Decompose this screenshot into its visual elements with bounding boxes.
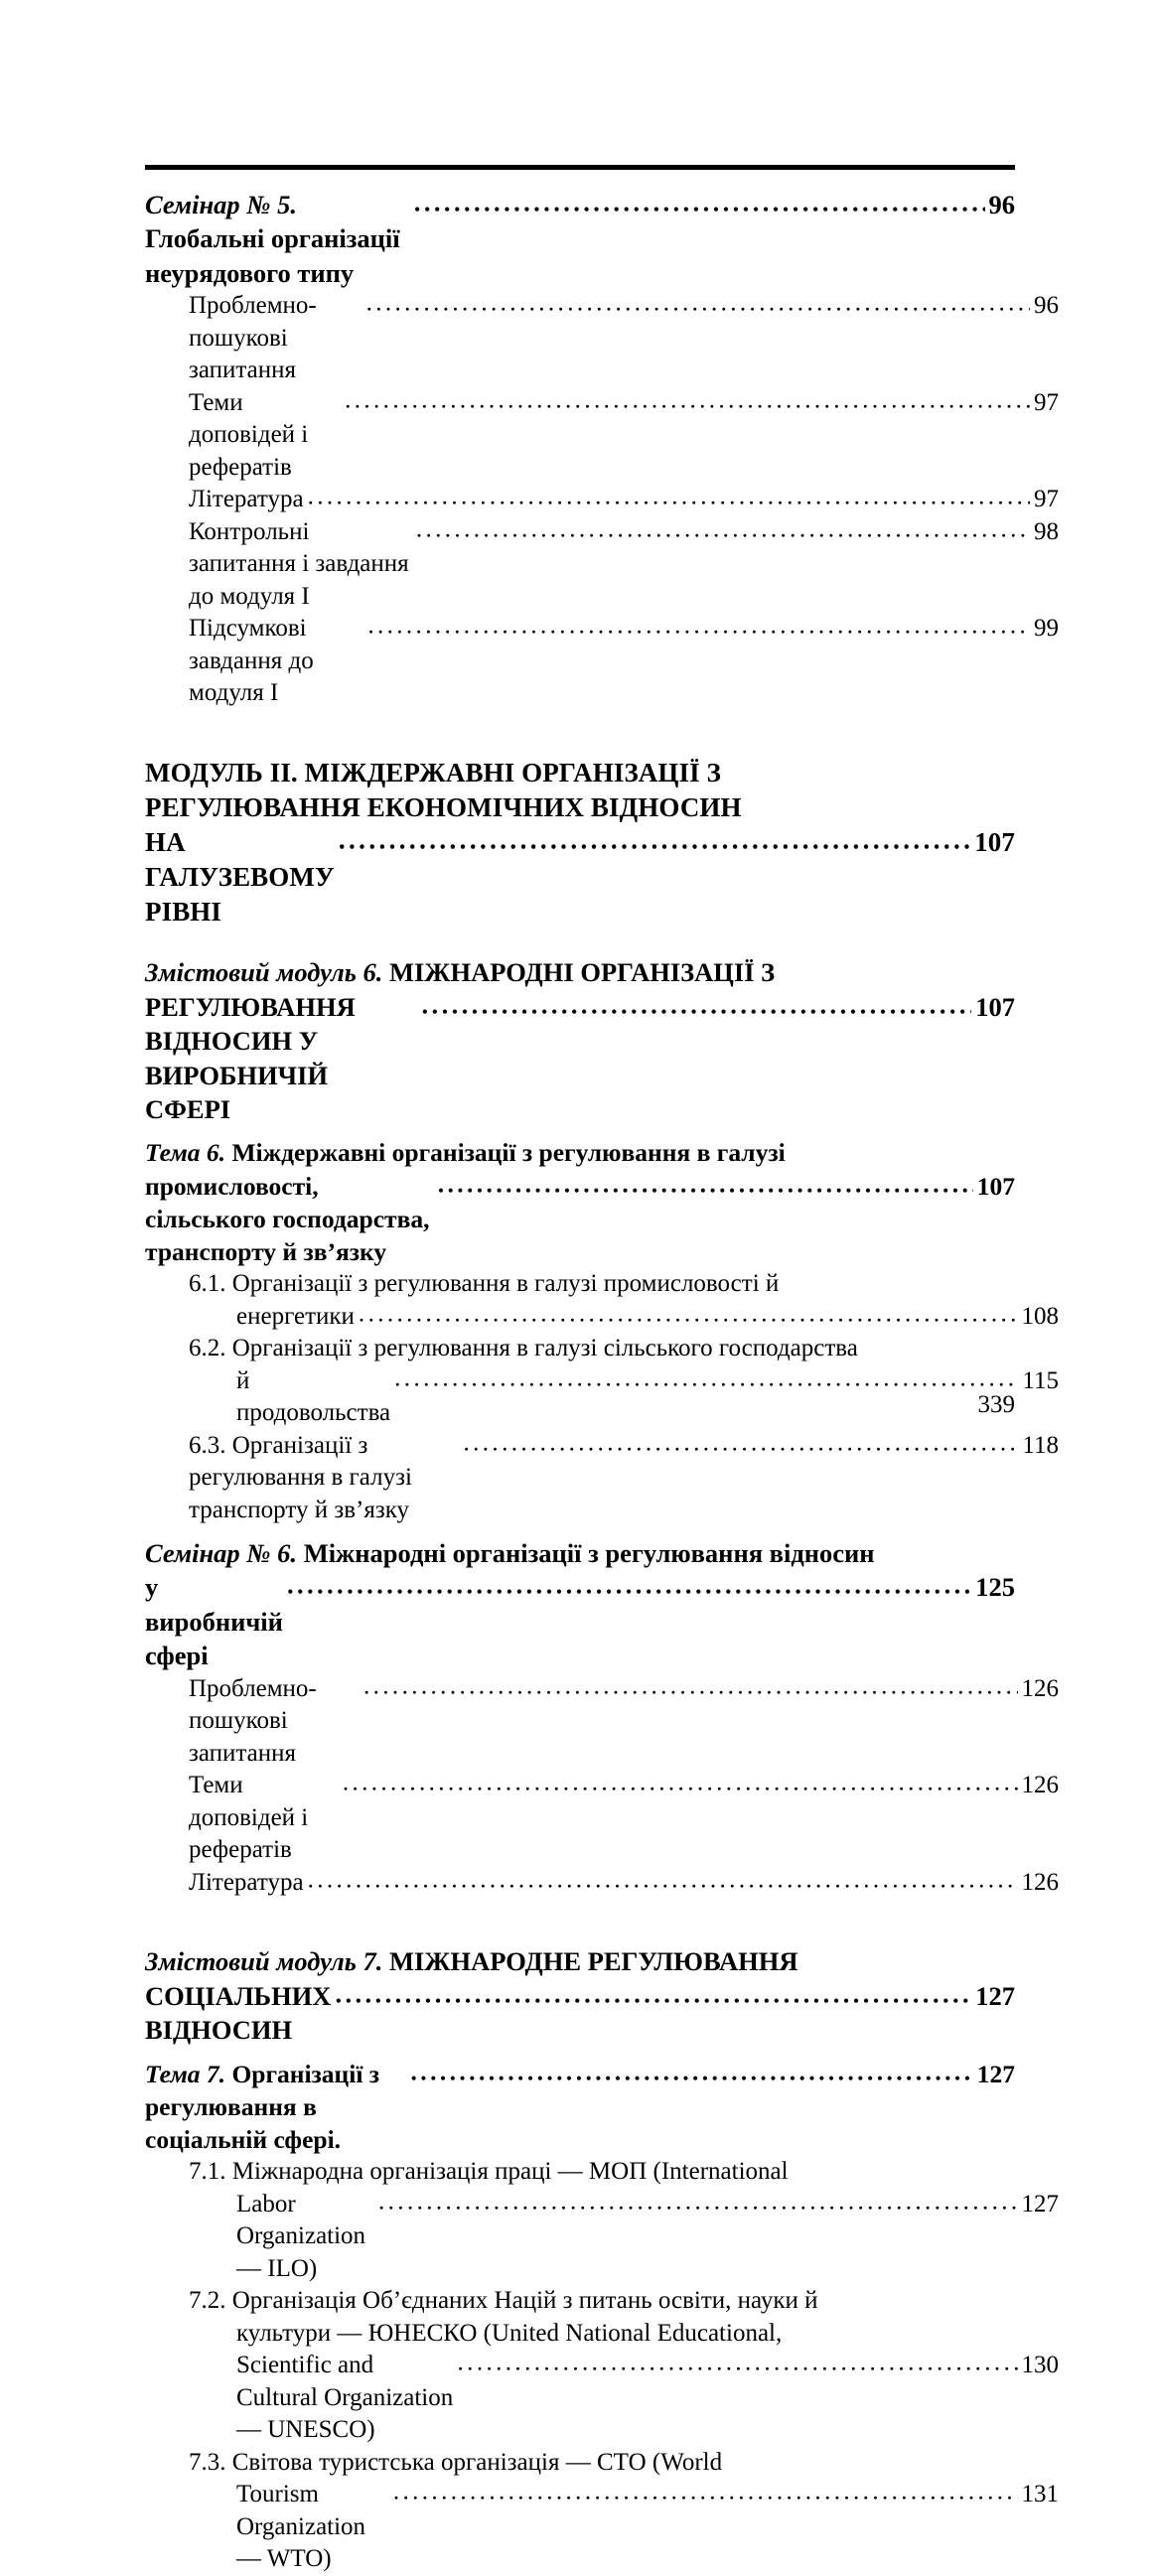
toc-entry-module-2-line3[interactable] (145, 825, 1015, 930)
toc-entry-sec-6-1-line2[interactable] (145, 1301, 1059, 1334)
toc-content (145, 165, 1059, 2576)
toc-entry-title: Контрольні запитання і завдання до модуля I (189, 517, 415, 610)
toc-entry-title: 6.2. Організації з регулювання в галузі сільського господарства (189, 1335, 858, 1362)
dot-leader (308, 482, 1030, 514)
dot-leader (363, 1670, 1018, 1703)
toc-entry-title: 7.3. Світова туристська організація — СТО (World (189, 2448, 723, 2476)
dot-leader (378, 2186, 1018, 2218)
toc-entry-title: Labor Organization — ILO) (236, 2190, 372, 2282)
dot-leader (308, 1864, 1018, 1897)
toc-entry-title: НА ГАЛУЗЕВОМУ РІВНІ (145, 827, 342, 928)
page-number: 108 (1021, 1302, 1059, 1330)
page-number: 107 (975, 991, 1015, 1022)
toc-entry-zm-7-line1[interactable] (145, 1944, 1015, 1978)
toc-entry-module-2-line1[interactable] (145, 756, 1015, 790)
toc-entry-title: РЕГУЛЮВАННЯ ЕКОНОМІЧНИХ ВІДНОСИН (145, 791, 742, 822)
toc-entry-sec-7-1-line2[interactable] (145, 2189, 1059, 2286)
toc-entry-seminar-6-questions[interactable] (145, 1673, 1059, 1771)
toc-entry-title: РЕГУЛЮВАННЯ ВІДНОСИН У ВИРОБНИЧІЙ СФЕРІ (145, 991, 362, 1125)
dot-leader (422, 987, 972, 1021)
toc-entry-sec-7-3-line1[interactable] (145, 2447, 1059, 2480)
dot-leader (367, 611, 1030, 644)
toc-entry-title: Міждержавні організації з регулювання в галузі (225, 1138, 786, 1168)
page-number: 130 (1021, 2352, 1059, 2379)
page-number: 126 (1021, 1772, 1059, 1799)
toc-entry-sec-6-2-line1[interactable] (145, 1333, 1059, 1365)
toc-entry-sec-6-1-line1[interactable] (145, 1268, 1059, 1301)
toc-entry-title: Проблемно-пошукові запитання (189, 292, 317, 384)
toc-entry-lead: Змістовий модуль 6. (145, 957, 383, 988)
dot-leader (416, 513, 1030, 546)
toc-entry-tema-6-line1[interactable] (145, 1136, 1015, 1169)
toc-entry-tema-6-line2[interactable] (145, 1170, 1015, 1268)
toc-entry-seminar-5-literature[interactable] (145, 484, 1059, 516)
toc-entry-seminar-6-literature[interactable] (145, 1867, 1059, 1900)
toc-entry-sec-7-2-line2[interactable] (145, 2318, 1059, 2351)
dot-leader (345, 384, 1030, 417)
toc-entry-seminar-6-reports[interactable] (145, 1770, 1059, 1867)
toc-entry-lead: Семінар № 6. (145, 1538, 298, 1569)
toc-entry-seminar-6-line1[interactable] (145, 1536, 1015, 1570)
toc-entry-title: у виробничій сфері (145, 1572, 290, 1671)
toc-entry-sec-7-3-line2[interactable] (145, 2479, 1059, 2576)
page-number: 99 (1034, 615, 1059, 643)
page-number: 127 (975, 1980, 1015, 2011)
page-number: 97 (1034, 486, 1059, 513)
dot-leader (458, 2348, 1018, 2380)
toc-entry-seminar-6-line2[interactable] (145, 1570, 1015, 1672)
toc-entry-title: промисловості, сільського господарства, транспорту й зв’язку (145, 1171, 436, 1266)
page-number: 126 (1021, 1868, 1059, 1896)
toc-entry-seminar-5-reports[interactable] (145, 387, 1059, 485)
toc-entry-zm-6-line2[interactable] (145, 990, 1015, 1127)
dot-leader (366, 288, 1030, 321)
toc-entry-seminar-5[interactable] (145, 188, 1015, 290)
page-number: 127 (1021, 2190, 1059, 2218)
toc-entry-title: СОЦІАЛЬНИХ ВІДНОСИН (145, 1980, 339, 2046)
toc-entry-title: Теми доповідей і рефератів (189, 388, 315, 481)
toc-entry-title: 7.1. Міжнародна організація праці — МОП (International (189, 2158, 789, 2186)
page-number: 118 (1022, 1431, 1059, 1459)
toc-entry-sec-6-3[interactable] (145, 1430, 1059, 1527)
spacer (145, 1899, 1015, 1944)
toc-entry-seminar-5-questions[interactable] (145, 290, 1059, 387)
toc-entry-module-1-control[interactable] (145, 516, 1059, 614)
toc-entry-title: Scientific and Cultural Organization — UNESCO) (236, 2352, 460, 2444)
toc-entry-title: Організації з регулювання в соціальній сфері. (145, 2059, 386, 2154)
spacer (145, 710, 1015, 756)
toc-entry-zm-6-line1[interactable] (145, 955, 1015, 989)
toc-entry-title: 6.1. Організації з регулювання в галузі промисловості й (189, 1270, 780, 1298)
toc-entry-title: Міжнародні організації з регулювання відносин (297, 1538, 875, 1569)
toc-entry-title: МІЖНАРОДНЕ РЕГУЛЮВАННЯ (382, 1946, 798, 1977)
dot-leader (335, 1976, 971, 2010)
spacer (145, 930, 1015, 955)
toc-entry-title: Підсумкові завдання до модуля I (189, 615, 320, 707)
dot-leader (343, 1768, 1018, 1800)
toc-entry-title: Література (189, 1868, 304, 1896)
toc-entry-zm-7-line2[interactable] (145, 1979, 1015, 2048)
toc-entry-title: Література (189, 486, 304, 513)
toc-entry-title: Глобальні організації неурядового типу (145, 190, 407, 288)
page-folio: 339 (977, 1391, 1015, 1418)
toc-entry-sec-7-2-line3[interactable] (145, 2350, 1059, 2447)
page-number: 127 (976, 2059, 1015, 2088)
toc-entry-lead: Семінар № 5. (145, 190, 298, 219)
toc-entry-title: Tourism Organization — WTO) (236, 2481, 372, 2573)
dot-leader (393, 2477, 1018, 2509)
toc-entry-title: енергетики (236, 1302, 355, 1330)
toc-entry-title: 7.2. Організація Об’єднаних Націй з питань освіти, науки й (189, 2287, 818, 2315)
dot-leader (438, 1167, 973, 1200)
toc-entry-sec-7-2-line1[interactable] (145, 2285, 1059, 2318)
dot-leader (359, 1298, 1018, 1331)
toc-entry-title: Проблемно-пошукові запитання (189, 1674, 317, 1767)
toc-entry-module-2-line2[interactable] (145, 790, 1015, 825)
page-number: 97 (1034, 388, 1059, 416)
toc-entry-title: МІЖНАРОДНІ ОРГАНІЗАЦІЇ З (382, 957, 776, 988)
dot-leader (339, 822, 970, 857)
spacer (145, 1126, 1015, 1136)
page-number: 98 (1034, 517, 1059, 545)
toc-entry-title: 6.3. Організації з регулювання в галузі транспорту й зв’язку (189, 1431, 419, 1523)
toc-entry-sec-7-1-line1[interactable] (145, 2156, 1059, 2189)
dot-leader (287, 1568, 971, 1602)
page-number: 107 (974, 827, 1015, 857)
toc-entry-title: культури — ЮНЕСКО (United National Educational, (236, 2319, 783, 2347)
toc-entry-title: й продовольства (236, 1366, 391, 1427)
spacer (145, 1526, 1015, 1536)
toc-entry-tema-7[interactable] (145, 2058, 1015, 2156)
page-number: 131 (1021, 2481, 1059, 2508)
page-number: 96 (988, 190, 1015, 219)
toc-entry-lead: Тема 7. (145, 2059, 226, 2088)
page-number: 96 (1034, 292, 1059, 320)
toc-entry-title: МОДУЛЬ II. МІЖДЕРЖАВНІ ОРГАНІЗАЦІЇ З (145, 757, 721, 787)
page-number: 125 (975, 1572, 1015, 1603)
dot-leader (394, 1362, 1018, 1395)
dot-leader (414, 185, 985, 218)
page-number: 126 (1021, 1674, 1059, 1702)
toc-entry-title: Теми доповідей і рефератів (189, 1772, 315, 1864)
page-number: 107 (976, 1171, 1015, 1201)
toc-entry-module-1-final[interactable] (145, 613, 1059, 710)
header-rule (145, 165, 1015, 170)
dot-leader (411, 2055, 973, 2087)
dot-leader (463, 1427, 1018, 1460)
page-number: 115 (1022, 1366, 1059, 1394)
toc-entry-lead: Тема 6. (145, 1138, 226, 1168)
toc-entry-lead: Змістовий модуль 7. (145, 1946, 383, 1977)
